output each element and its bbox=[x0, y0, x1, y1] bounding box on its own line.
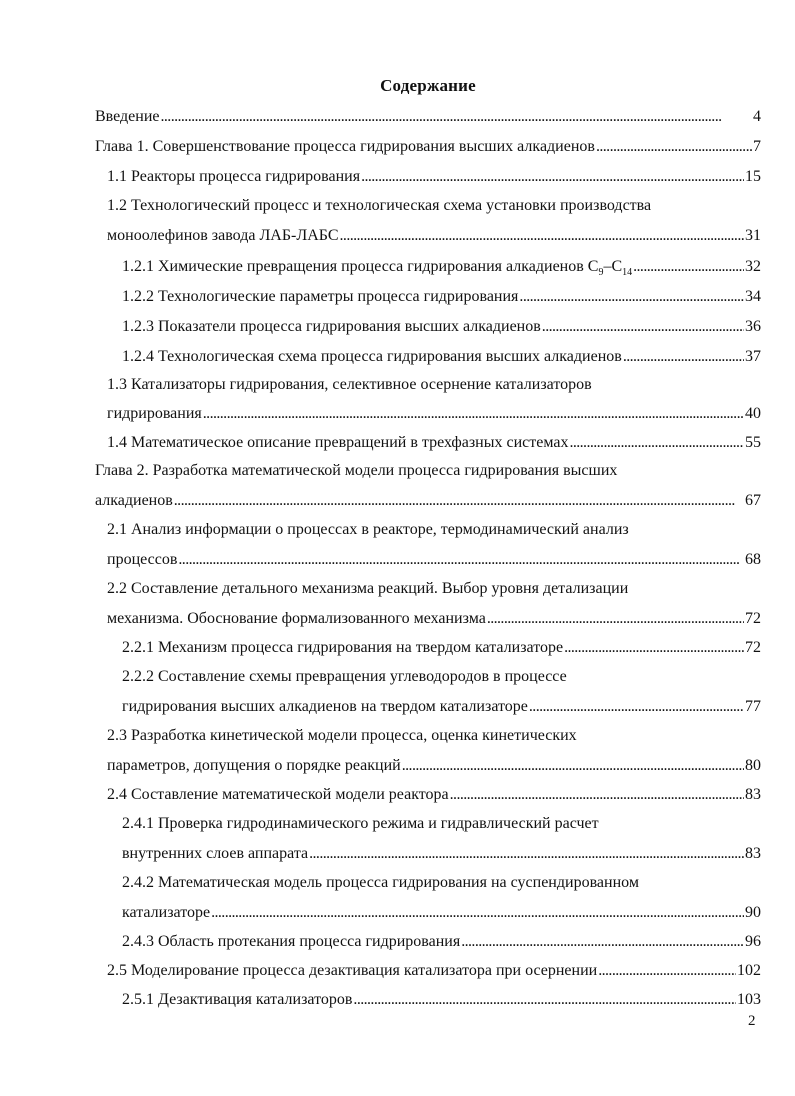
toc-line bbox=[122, 286, 761, 308]
toc-entry-1-2-3[interactable] bbox=[0, 314, 795, 344]
subscript: 9 bbox=[598, 267, 604, 279]
toc-line bbox=[107, 960, 761, 982]
toc-entry-2-2-1[interactable] bbox=[0, 637, 795, 667]
toc-line bbox=[107, 784, 761, 806]
toc-entry-title: Глава 1. Совершенствование процесса гидрирования высших алкадиенов bbox=[95, 138, 595, 155]
toc-page-number: 7 bbox=[753, 138, 761, 155]
toc-page-number: 67 bbox=[745, 492, 761, 509]
toc-page-number: 72 bbox=[745, 639, 761, 656]
toc-line: 2.3 Разработка кинетической модели процесса, оценка кинетических bbox=[107, 727, 577, 744]
toc-entry-2-1[interactable] bbox=[0, 519, 795, 579]
toc-page-number: 36 bbox=[745, 318, 761, 335]
dot-leader bbox=[633, 256, 744, 278]
toc-page-number: 102 bbox=[737, 962, 761, 979]
toc-line bbox=[122, 256, 761, 278]
toc-line: 1.2 Технологический процесс и технологическая схема установки производства bbox=[107, 197, 652, 214]
toc-page-number: 32 bbox=[745, 258, 761, 275]
toc-entry-title: 1.2.3 Показатели процесса гидрирования высших алкадиенов bbox=[122, 318, 541, 335]
dot-leader bbox=[529, 696, 744, 718]
dot-leader bbox=[519, 286, 744, 308]
toc-entry-2-3[interactable] bbox=[0, 725, 795, 785]
dot-leader bbox=[203, 403, 744, 425]
dot-leader bbox=[402, 755, 744, 777]
toc-page-number: 83 bbox=[745, 845, 761, 862]
toc-entry-title: гидрирования высших алкадиенов на твердом катализаторе bbox=[122, 698, 528, 715]
page-footer-number: 2 bbox=[748, 1013, 756, 1029]
dot-leader bbox=[487, 608, 744, 630]
toc-entry-2-4-1[interactable] bbox=[0, 813, 795, 873]
toc-entry-title: 2.4.3 Область протекания процесса гидрирования bbox=[122, 933, 461, 950]
title-text: –С bbox=[603, 258, 623, 275]
toc-entry-title: процессов bbox=[107, 551, 178, 568]
toc-line bbox=[107, 225, 761, 247]
toc-page-number: 37 bbox=[745, 348, 761, 365]
toc-line bbox=[122, 902, 761, 924]
dot-leader bbox=[353, 989, 736, 1011]
toc-entry-chapter-2[interactable] bbox=[0, 460, 795, 520]
toc-entry-2-4-3[interactable] bbox=[0, 931, 795, 961]
toc-line bbox=[107, 549, 761, 571]
toc-page-number: 103 bbox=[737, 991, 761, 1008]
dot-leader bbox=[309, 843, 744, 865]
toc-line bbox=[95, 490, 761, 512]
toc-entry-2-5-1[interactable] bbox=[0, 989, 795, 1019]
toc-entry-1-4[interactable] bbox=[0, 432, 795, 462]
toc-entry-title: алкадиенов bbox=[95, 492, 173, 509]
dot-leader bbox=[361, 166, 744, 188]
toc-line bbox=[95, 106, 761, 128]
toc-entry-1-2-2[interactable] bbox=[0, 284, 795, 314]
toc-entry-title: 1.1 Реакторы процесса гидрирования bbox=[107, 168, 361, 185]
toc-line bbox=[122, 637, 761, 659]
toc-entry-title: катализаторе bbox=[122, 904, 211, 921]
dot-leader bbox=[450, 784, 744, 806]
toc-page-number: 55 bbox=[745, 434, 761, 451]
toc-entry-1-2[interactable] bbox=[0, 194, 795, 254]
toc-entry-title: внутренних слоев аппарата bbox=[122, 845, 309, 862]
dot-leader bbox=[461, 931, 744, 953]
dot-leader bbox=[340, 225, 744, 247]
toc-line: 2.4.2 Математическая модель процесса гидрирования на суспендированном bbox=[122, 874, 639, 891]
toc-page-number: 83 bbox=[745, 786, 761, 803]
toc-line bbox=[107, 755, 761, 777]
dot-leader bbox=[542, 316, 744, 338]
toc-entry-title: 2.5 Моделирование процесса дезактивация катализатора при осернении bbox=[107, 962, 598, 979]
toc-page-number: 96 bbox=[745, 933, 761, 950]
toc-page-number: 68 bbox=[745, 551, 761, 568]
subscript: 14 bbox=[622, 267, 633, 279]
toc-entry-title: 2.5.1 Дезактивация катализаторов bbox=[122, 991, 353, 1008]
toc-page-number: 31 bbox=[745, 227, 761, 244]
toc-entry-2-2-2[interactable] bbox=[0, 666, 795, 726]
toc-entry-title: 1.2.2 Технологические параметры процесса гидрирования bbox=[122, 288, 519, 305]
dot-leader bbox=[178, 549, 744, 571]
toc-entry-1-2-4[interactable] bbox=[0, 344, 795, 374]
dot-leader bbox=[623, 346, 744, 368]
toc-page-number: 72 bbox=[745, 610, 761, 627]
toc-line bbox=[107, 403, 761, 425]
toc-page-number: 34 bbox=[745, 288, 761, 305]
toc-entry-1-2-1[interactable] bbox=[0, 254, 795, 284]
toc-entry-intro[interactable] bbox=[0, 102, 795, 132]
toc-entry-2-5[interactable] bbox=[0, 960, 795, 990]
dot-leader bbox=[564, 637, 744, 659]
dot-leader bbox=[211, 902, 744, 924]
toc-page-number: 15 bbox=[745, 168, 761, 185]
toc-entry-title bbox=[122, 256, 632, 278]
toc-entry-title: моноолефинов завода ЛАБ-ЛАБС bbox=[107, 227, 339, 244]
toc-line bbox=[122, 931, 761, 953]
toc-line: 2.4.1 Проверка гидродинамического режима и гидравлический расчет bbox=[122, 815, 599, 832]
toc-line bbox=[122, 989, 761, 1011]
toc-entry-2-2[interactable] bbox=[0, 578, 795, 638]
toc-page-number: 4 bbox=[753, 108, 761, 125]
toc-entry-1-3[interactable] bbox=[0, 374, 795, 434]
toc-entry-2-4-2[interactable] bbox=[0, 872, 795, 932]
toc-line bbox=[122, 696, 761, 718]
toc-line bbox=[107, 166, 761, 188]
toc-page-number: 90 bbox=[745, 904, 761, 921]
toc-line bbox=[107, 432, 761, 454]
toc-line: 2.1 Анализ информации о процессах в реакторе, термодинамический анализ bbox=[107, 521, 629, 538]
toc-entry-2-4[interactable] bbox=[0, 784, 795, 814]
toc-line bbox=[107, 608, 761, 630]
toc-entry-title: Введение bbox=[95, 108, 160, 125]
dot-leader bbox=[598, 960, 736, 982]
toc-entry-title: гидрирования bbox=[107, 405, 202, 422]
toc-entry-1-1[interactable] bbox=[0, 162, 795, 192]
toc-line bbox=[122, 843, 761, 865]
toc-line bbox=[122, 346, 761, 368]
toc-line: 1.3 Катализаторы гидрирования, селективное осернение катализаторов bbox=[107, 376, 592, 393]
dot-leader bbox=[569, 432, 744, 454]
toc-line bbox=[95, 136, 761, 158]
toc-page-number: 80 bbox=[745, 757, 761, 774]
toc-line: 2.2 Составление детального механизма реакций. Выбор уровня детализации bbox=[107, 580, 629, 597]
toc-entry-title: механизма. Обоснование формализованного механизма bbox=[107, 610, 486, 627]
toc-entry-title: параметров, допущения о порядке реакций bbox=[107, 757, 401, 774]
toc-page-number: 40 bbox=[745, 405, 761, 422]
title-text: 1.2.1 Химические превращения процесса гидрирования алкадиенов С bbox=[122, 258, 599, 275]
page-title: Содержание bbox=[380, 76, 476, 95]
toc-entry-title: 2.4 Составление математической модели реактора bbox=[107, 786, 449, 803]
toc-entry-chapter-1[interactable] bbox=[0, 132, 795, 162]
toc-entry-title: 1.2.4 Технологическая схема процесса гидрирования высших алкадиенов bbox=[122, 348, 622, 365]
toc-entry-title: 1.4 Математическое описание превращений в трехфазных системах bbox=[107, 434, 569, 451]
toc-line bbox=[122, 316, 761, 338]
dot-leader bbox=[596, 136, 752, 158]
toc-line: Глава 2. Разработка математической модели процесса гидрирования высших bbox=[95, 462, 618, 479]
dot-leader bbox=[174, 490, 744, 512]
toc-line: 2.2.2 Составление схемы превращения углеводородов в процессе bbox=[122, 668, 567, 685]
toc-page-number: 77 bbox=[745, 698, 761, 715]
dot-leader bbox=[161, 106, 753, 128]
toc-entry-title: 2.2.1 Механизм процесса гидрирования на твердом катализаторе bbox=[122, 639, 564, 656]
